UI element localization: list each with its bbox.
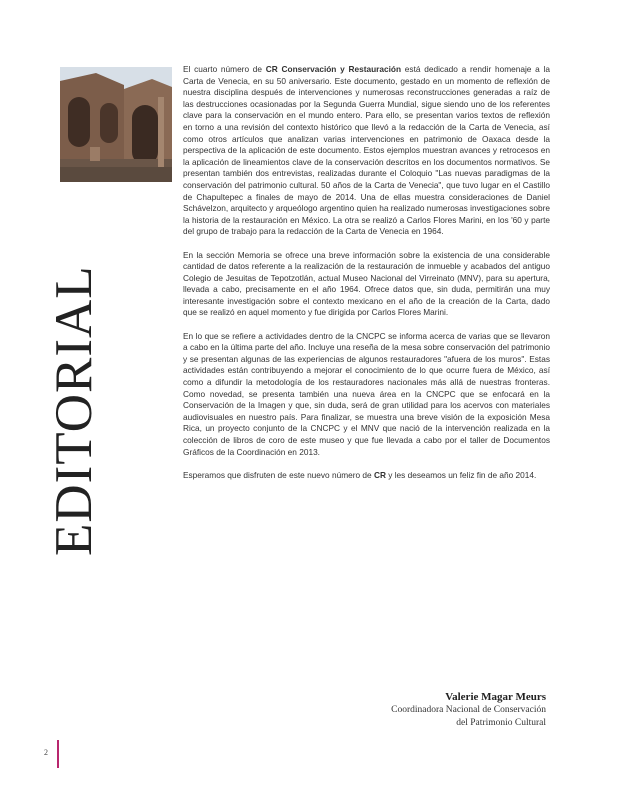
signature-block <box>391 690 546 729</box>
journal-name: CR Conservación y Restauración <box>265 64 402 74</box>
signature-name: Valerie Magar Meurs <box>445 691 546 703</box>
editorial-body <box>183 64 550 493</box>
paragraph-1: El cuarto número de CR Conservación y Restauración está dedicado a rendir homenaje a la Carta de Venecia, en su 50 aniversario. Este documento, gestado en un momento de reflexión de nuestra disciplina después de intervenciones y numerosas reconstrucciones generadas a raíz de las destrucciones ocasionadas por la Segunda Guerra Mundial, sigue siendo uno de los referentes clave para la conservación en el mundo entero. Para ello, se presentan varios textos de reflexión en torno a una revisión del contexto histórico que llevó a la redacción de la Carta de Venecia, así como otros artículos que analizan varias intervenciones en patrimonio de Oaxaca desde la perspectiva de la aplicación de este documento. Estos ejemplos muestran avances y retrocesos en la aplicación de lineamientos clave de la conservación descritos en los documentos normativos. Se presentan también dos entrevistas, realizadas durante el Coloquio "Las nuevas paradigmas de la conservación del patrimonio cultural. 50 años de la Carta de Venecia", que tuvo lugar en el Castillo de Chapultepec a finales de mayo de 2014. Una de ellas muestra consideraciones de Daniel Schávelzon, arquitecto y arqueólogo argentino quien ha realizado numerosas investigaciones sobre la historia de la restauración en México. La otra se realizó a Carlos Flores Marini, en los '60 y parte del grupo de trabajo para la redacción de la Carta de Venecia en 1964. <box>183 64 550 237</box>
paragraph-3: En lo que se refiere a actividades dentro de la CNCPC se informa acerca de varias que se llevaron a cabo en la última parte del año. Incluye una reseña de la mesa sobre conservación del patrimonio y se presentan algunas de las experiencias de algunos restauradores "afuera de los muros". Estas actividades están contribuyendo a mejorar el conocimiento de lo que ocurre fuera de México, así como a difundir la metodología de los restauradores nacionales más allá de nuestras fronteras. Como novedad, se presenta también una nueva área en la CNCPC que se enfocará en la Conservación de la Imagen y que, sin duda, será de gran utilidad para los acervos con materiales audiovisuales en nuestro país. Para finalizar, se muestra una breve visión de la exposición Mesa Rica, un proyecto conjunto de la CNCPC y el MNV que nació de la intervención realizada en la colección de libros de coro de este museo y que fue llevada a cabo por el taller de Documentos Gráficos de la Coordinación en 2013. <box>183 330 550 457</box>
paragraph-4: Esperamos que disfruten de este nuevo número de CR y les deseamos un feliz fin de año 2014. <box>183 469 537 480</box>
church-facade-photo <box>60 67 172 182</box>
journal-abbrev: CR <box>373 469 386 480</box>
paragraph-2: En la sección Memoria se ofrece una breve información sobre la existencia de una considerable cantidad de datos referente a la realización de la restauración de inmueble y acabados del antiguo Colegio de Jesuitas de Tepotzotlán, actual Museo Nacional del Virreinato (MNV), para su apertura, llevada a cabo, precisamente en el año 1964. Ofrece datos que, sin duda, permitirán una muy interesante investigación sobre el contexto mexicano en el año de la creación de la Carta, dado que se realizó en aquel momento y fue dirigida por Carlos Flores Marini. <box>183 249 550 318</box>
page-accent-rule <box>57 740 59 768</box>
section-title: EDITORIAL <box>45 265 103 556</box>
signature-role-line-1: Coordinadora Nacional de Conservación <box>391 705 546 715</box>
page-number: 2 <box>44 748 48 757</box>
signature-role-line-2: del Patrimonio Cultural <box>456 717 546 728</box>
